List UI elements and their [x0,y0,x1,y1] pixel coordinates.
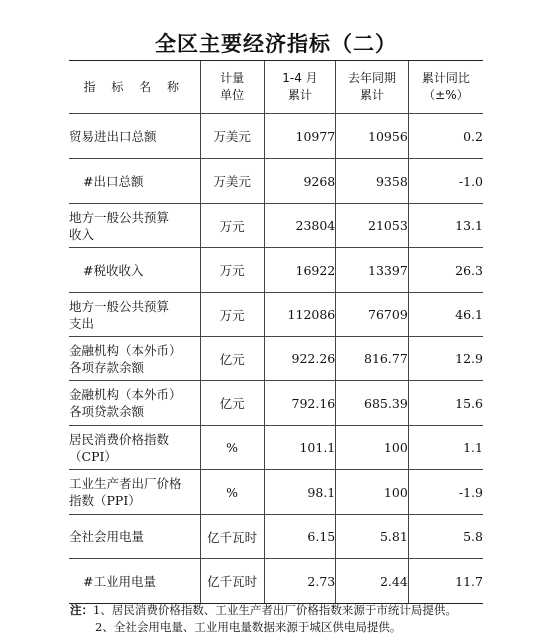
prev-year-cell: 2.44 [336,559,409,604]
unit-cell: 万元 [200,248,264,293]
yoy-cell: -1.0 [408,159,483,204]
yoy-cell: 46.1 [408,293,483,337]
unit-cell: 万元 [200,293,264,337]
unit-cell: 亿千瓦时 [200,559,264,604]
cumulative-cell: 16922 [264,248,336,293]
prev-year-cell: 76709 [336,293,409,337]
unit-cell: % [200,426,264,470]
header-yoy: 累计同比 （±%） [408,61,483,114]
prev-year-cell: 10956 [336,114,409,159]
cumulative-cell: 23804 [264,204,336,248]
unit-cell: 亿千瓦时 [200,515,264,559]
yoy-cell: 0.2 [408,114,483,159]
yoy-cell: 13.1 [408,204,483,248]
prev-year-cell: 9358 [336,159,409,204]
indicator-name: 地方一般公共预算 收入 [69,204,200,248]
prev-year-cell: 685.39 [336,381,409,426]
cumulative-cell: 792.16 [264,381,336,426]
prev-year-cell: 100 [336,470,409,515]
table-row [69,515,483,559]
indicator-name: 金融机构（本外币） 各项贷款余额 [69,381,200,426]
cumulative-cell: 101.1 [264,426,336,470]
cumulative-cell: 98.1 [264,470,336,515]
indicator-name: 居民消费价格指数 （CPI） [69,426,200,470]
cumulative-cell: 9268 [264,159,336,204]
cumulative-cell: 2.73 [264,559,336,604]
prev-year-cell: 21053 [336,204,409,248]
unit-cell: % [200,470,264,515]
prev-year-cell: 816.77 [336,337,409,381]
table-row [69,381,483,426]
header-indicator-name: 指 标 名 称 [69,61,200,114]
header-cumulative: 1-4 月 累计 [264,61,336,114]
yoy-cell: 15.6 [408,381,483,426]
unit-cell: 万美元 [200,159,264,204]
footnote-line-1: 1、居民消费价格指数、工业生产者出厂价格指数来源于市统计局提供。 [93,603,457,617]
table-row [69,204,483,248]
table-header-row [69,61,483,114]
yoy-cell: -1.9 [408,470,483,515]
indicator-name: 金融机构（本外币） 各项存款余额 [69,337,200,381]
table-row [69,337,483,381]
indicator-name: 工业生产者出厂价格 指数（PPI） [69,470,200,515]
yoy-cell: 26.3 [408,248,483,293]
yoy-cell: 1.1 [408,426,483,470]
indicator-name: #税收收入 [69,248,200,293]
yoy-cell: 12.9 [408,337,483,381]
cumulative-cell: 10977 [264,114,336,159]
header-prev-year: 去年同期 累计 [336,61,409,114]
table-row [69,114,483,159]
unit-cell: 万美元 [200,114,264,159]
prev-year-cell: 13397 [336,248,409,293]
cumulative-cell: 922.26 [264,337,336,381]
table-row [69,293,483,337]
unit-cell: 亿元 [200,337,264,381]
table-row [69,559,483,604]
footnote [70,602,457,636]
indicator-name: 地方一般公共预算 支出 [69,293,200,337]
cumulative-cell: 6.15 [264,515,336,559]
footnote-label: 注： [70,603,93,617]
indicator-name: #工业用电量 [69,559,200,604]
indicator-name: 全社会用电量 [69,515,200,559]
page-title: 全区主要经济指标（二） [155,32,397,56]
header-unit: 计量 单位 [200,61,264,114]
table-row [69,426,483,470]
yoy-cell: 11.7 [408,559,483,604]
cumulative-cell: 112086 [264,293,336,337]
indicators-table [69,60,483,604]
indicator-name: 贸易进出口总额 [69,114,200,159]
prev-year-cell: 5.81 [336,515,409,559]
yoy-cell: 5.8 [408,515,483,559]
unit-cell: 亿元 [200,381,264,426]
table-row [69,159,483,204]
indicator-name: #出口总额 [69,159,200,204]
prev-year-cell: 100 [336,426,409,470]
unit-cell: 万元 [200,204,264,248]
table-row [69,470,483,515]
table-row [69,248,483,293]
footnote-line-2: 2、全社会用电量、工业用电量数据来源于城区供电局提供。 [95,620,402,634]
